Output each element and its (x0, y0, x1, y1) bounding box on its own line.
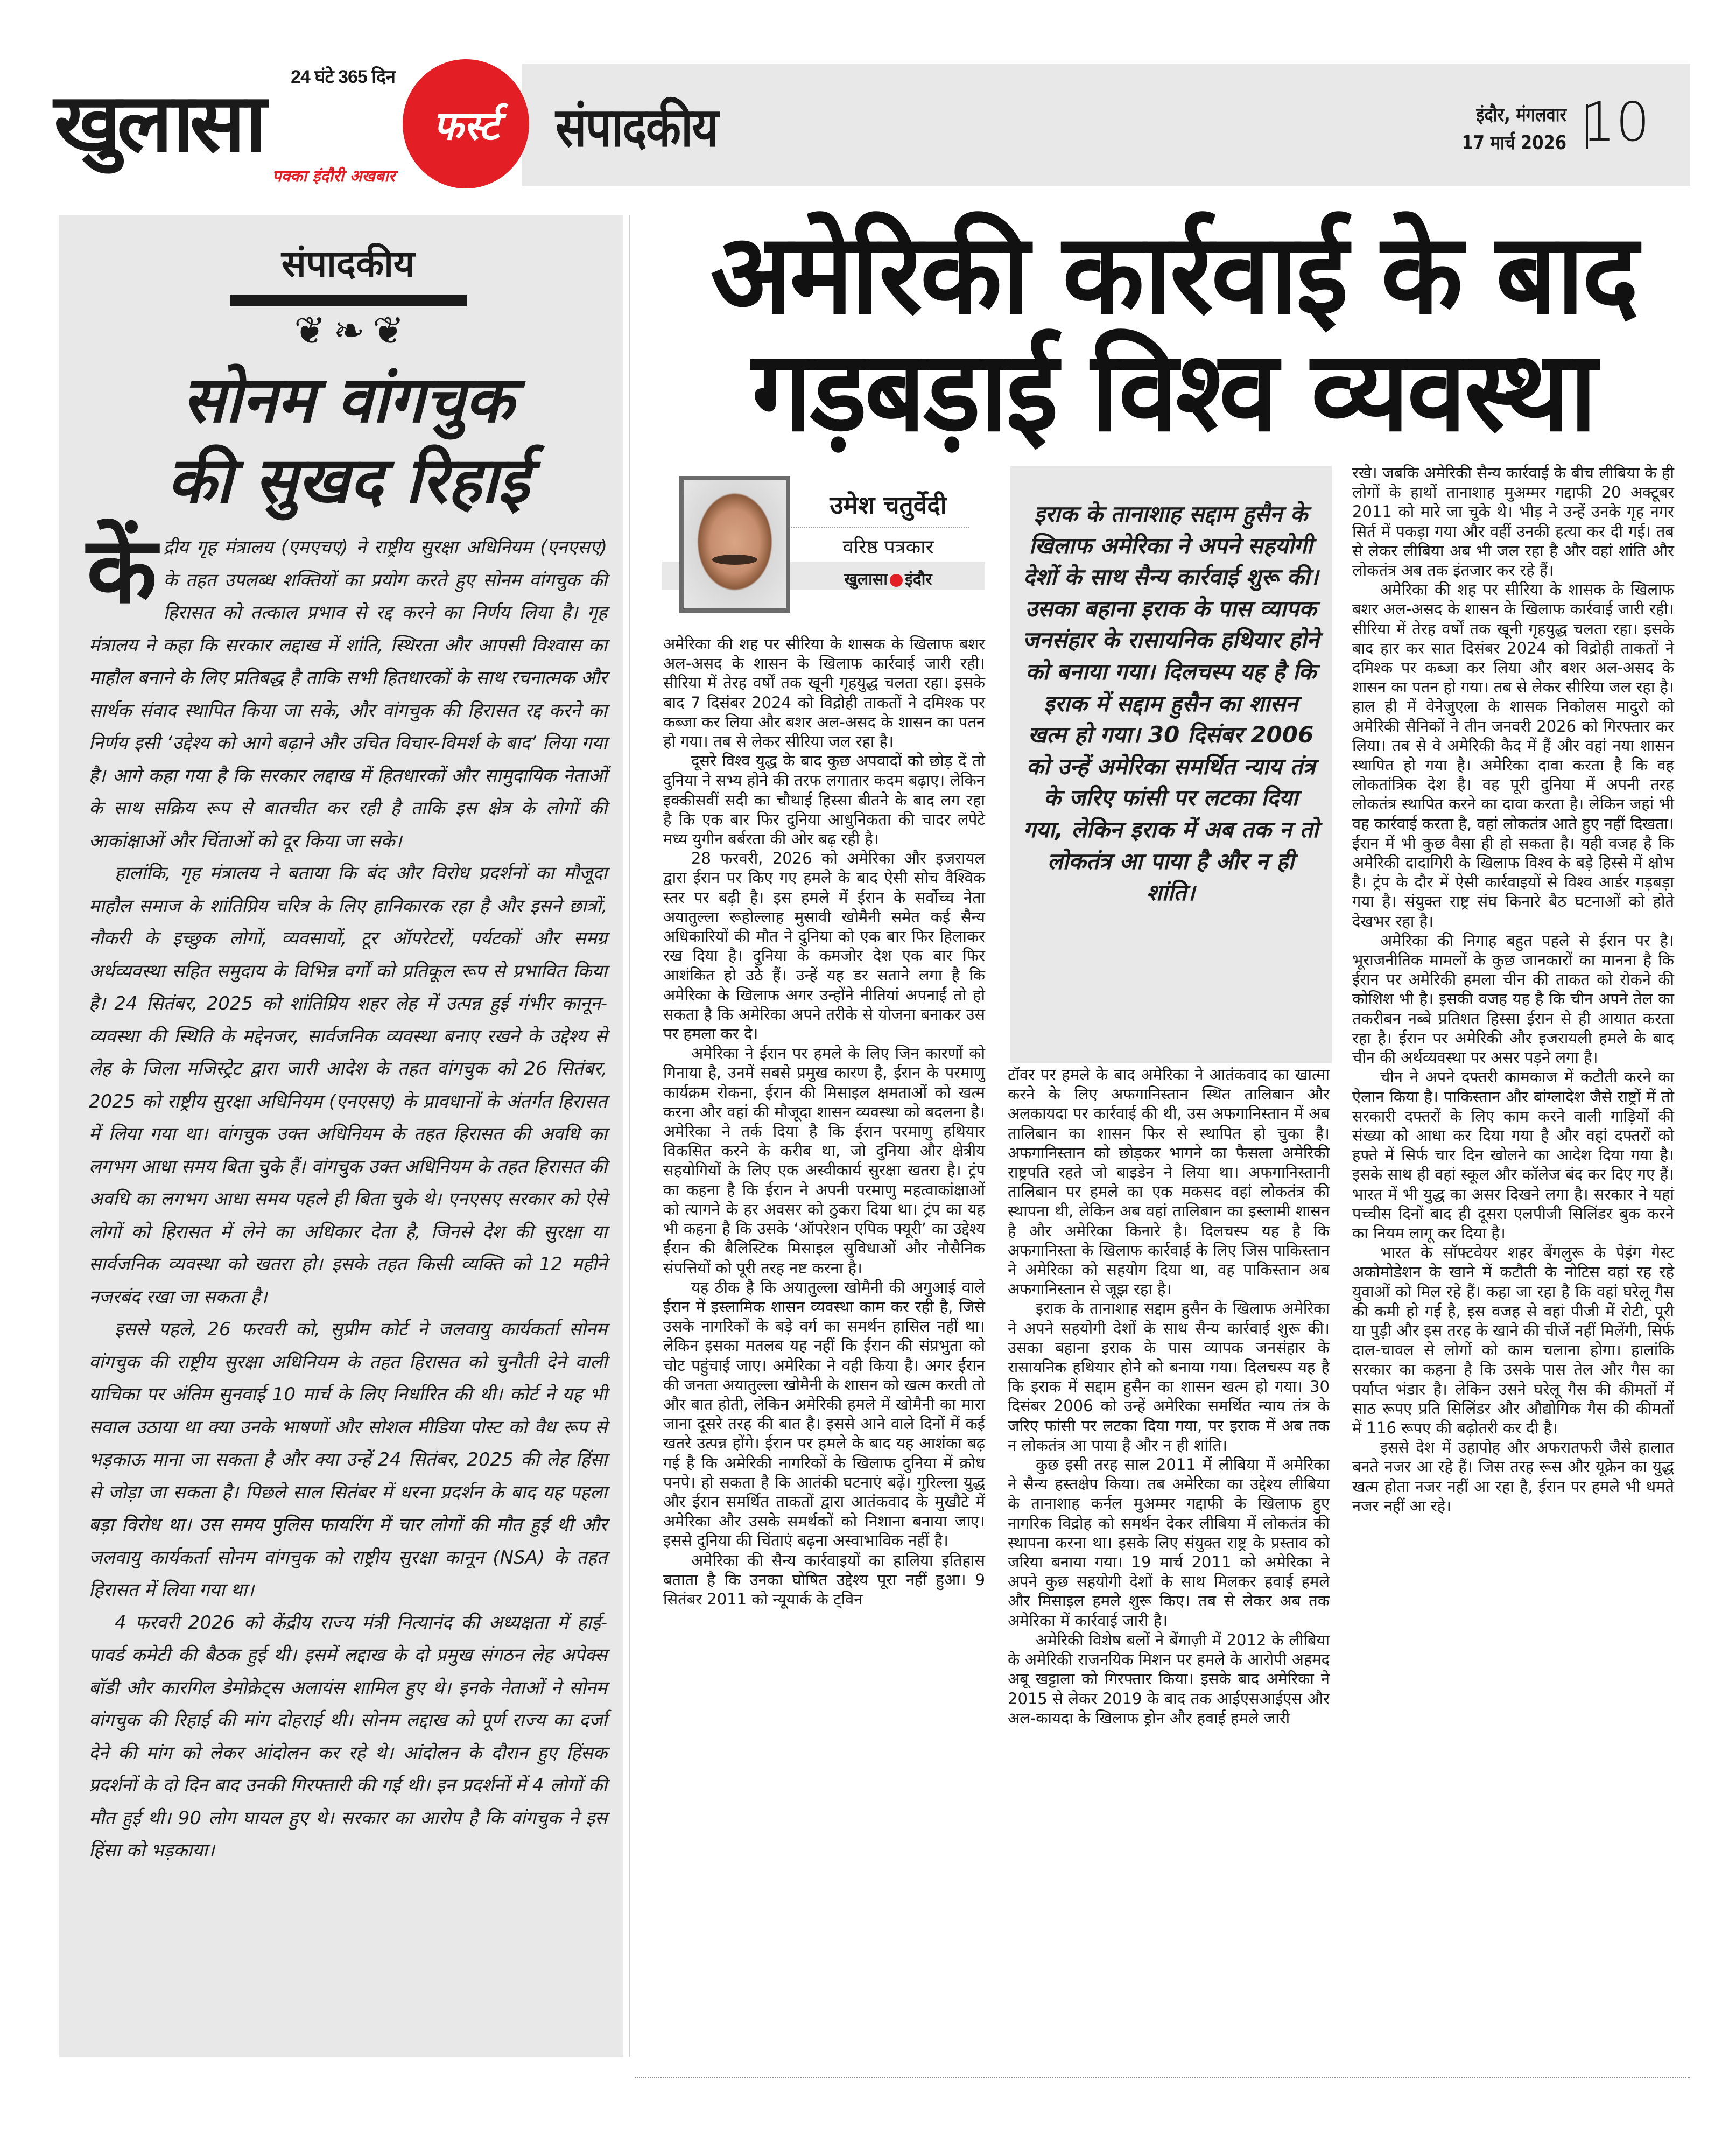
editorial-kicker: संपादकीय (281, 243, 415, 285)
editorial-paragraph: हालांकि, गृह मंत्रालय ने बताया कि बंद और विरोध प्रदर्शनों का मौजूदा माहौल समाज के शांतिप्रिय चरित्र के लिए हानिकारक रहा है और इसने छात्रों, नौकरी के इच्छुक लोगों, व्यवसायों, टूर ऑपरेटरों, पर्यटकों और समग्र अर्थव्यवस्था सहित समुदाय के विभिन्न वर्गों को प्रतिकूल रूप से प्रभावित किया है। 24 सितंबर, 2025 को शांतिप्रिय शहर लेह में उत्पन्न हुई गंभीर कानून-व्यवस्था की स्थिति के मद्देनजर, सार्वजनिक व्यवस्था बनाए रखने के उद्देश्य से लेह के जिला मजिस्ट्रेट द्वारा जारी आदेश के तहत वांगचुक को 26 सितंबर, 2025 को राष्ट्रीय सुरक्षा अधिनियम (एनएसए) के प्रावधानों के अंतर्गत हिरासत में लिया गया था। वांगचुक उक्त अधिनियम के तहत हिरासत की अवधि का लगभग आधा समय बिता चुके हैं। वांगचुक उक्त अधिनियम के तहत हिरासत की अवधि का लगभग आधा समय पहले ही बिता चुके थे। एनएसए सरकार को ऐसे लोगों को हिरासत में लेने का अधिकार देता है, जिनसे देश की सुरक्षा या सार्वजनिक व्यवस्था को खतरा हो। इसके तहत किसी व्यक्ति को 12 महीने नजरबंद रखा जा सकता है। (89, 863, 607, 1308)
city-day: इंदौर, मंगलवार (1476, 104, 1566, 126)
article-paragraph: अमेरिका की सैन्य कार्रवाइयों का हालिया इतिहास बताता है कि उनका घोषित उद्देश्य पूरा नहीं हुआ। 9 सितंबर 2011 को न्यूयार्क के ट्विन (663, 1551, 985, 1608)
article-paragraph: इससे देश में उहापोह और अफरातफरी जैसे हालात बनते नजर आ रहे हैं। जिस तरह रूस और यूक्रेन का युद्ध खत्म होता नजर नहीं आ रहा है, ईरान पर हमले भी थमते नजर नहीं आ रहे। (1352, 1438, 1674, 1515)
article-paragraph: कुछ इसी तरह साल 2011 में लीबिया में अमेरिका ने सैन्य हस्तक्षेप किया। तब अमेरिका का उद्देश्य लीबिया के तानाशाह कर्नल मुअम्मर गद्दाफी के खिलाफ हुए नागरिक विद्रोह को समर्थन देकर लीबिया में लोकतंत्र की स्थापना करना था। इसके लिए संयुक्त राष्ट्र के प्रस्ताव को जरिया बनाया गया। 19 मार्च 2011 को अमेरिका ने अपने कुछ सहयोगी देशों के साथ मिलकर हवाई हमले और मिसाइल हमले शुरू किए। तब से लेकर अब तक अमेरिका में कार्रवाई जारी है। (1008, 1455, 1330, 1630)
article-paragraph: इराक के तानाशाह सद्दाम हुसैन के खिलाफ अमेरिका ने अपने सहयोगी देशों के साथ सैन्य कार्रवाई शुरू की। उसका बहाना इराक के पास व्यापक जनसंहार के रासायनिक हथियार होने को बनाया गया। दिलचस्प यह है कि इराक में सद्दाम हुसैन का शासन खत्म हो गया। 30 दिसंबर 2006 को उन्हें अमेरिका समर्थित न्याय तंत्र के जरिए फांसी पर लटका दिया गया, पर इराक में अब तक न लोकतंत्र आ पाया है और न ही शांति। (1008, 1299, 1330, 1454)
kicker-rule (230, 295, 467, 306)
editorial-column (59, 215, 623, 2057)
article-paragraph: अमेरिका ने ईरान पर हमले के लिए जिन कारणों को गिनाया है, उनमें सबसे प्रमुख कारण है, ईरान के परमाणु कार्यक्रम रोकना, ईरान की मिसाइल क्षमताओं को खत्म करना और वहां की मौजूदा शासन व्यवस्था को बदलना है। अमेरिका ने तर्क दिया है कि ईरान परमाणु हथियार विकसित करने के करीब था, जो दुनिया और क्षेत्रीय सहयोगियों के लिए एक अस्वीकार्य सुरक्षा खतरा है। ट्रंप का कहना है कि ईरान ने अपनी परमाणु महत्वाकांक्षाओं को त्यागने के हर अवसर को ठुकरा दिया था। ट्रंप का यह भी कहना है कि उसके ‘ऑपरेशन एपिक फ्यूरी’ का उद्देश्य ईरान की बैलिस्टिक मिसाइल सुविधाओं और नौसैनिक संपत्तियों को पूरी तरह नष्ट करना है। (663, 1044, 985, 1277)
article-paragraph: दूसरे विश्व युद्ध के बाद कुछ अपवादों को छोड़ दें तो दुनिया ने सभ्य होने की तरफ लगातार कदम बढ़ाए। लेकिन इक्कीसवीं सदी का चौथाई हिस्सा बीतने के बाद लग रहा है कि एक बार फिर दुनिया आधुनिकता की चादर लपेटे मध्य युगीन बर्बरता की ओर बढ़ रही है। (663, 752, 985, 849)
logo-tagline: 24 घंटे 365 दिन (291, 67, 395, 87)
author-role: वरिष्ठ पत्रकार (842, 536, 934, 558)
brand-name: खुलासा (844, 570, 888, 589)
headline-line2: गड़बड़ाई विश्व व्यवस्था (751, 327, 1596, 456)
article-paragraph: 28 फरवरी, 2026 को अमेरिका और इजरायल द्वारा ईरान पर किए गए हमले के बाद ऐसी सोच वैश्विक स्तर पर बढ़ी है। इस हमले में ईरान के सर्वोच्च नेता अयातुल्ला रूहोल्लाह मुसावी खोमैनी समेत कई सैन्य अधिकारियों की मौत ने दुनिया को एक बार फिर हिलाकर रख दिया है। दुनिया के कमजोर देश एक बार फिर आशंकित हो उठे हैं। उन्हें यह डर सताने लगा है कि अमेरिका के खिलाफ अगर उन्होंने नीतियां अपनाईं तो हो सकता है कि अमेरिका अपने तरीके से योजना बनाकर उस पर हमला कर दे। (663, 849, 985, 1043)
author-dotted-rule (791, 527, 969, 528)
portrait-image (684, 480, 786, 608)
author-brand (797, 567, 980, 590)
issue-date: 17 मार्च 2026 (1461, 132, 1566, 154)
logo-subtitle: पक्का इंदौरी अखबार (272, 167, 395, 186)
editorial-title (89, 359, 607, 521)
ornament-flourish-icon: ❦ ❧ ❦ (294, 309, 402, 353)
bottom-dotted-rule (635, 2077, 1690, 2078)
article-paragraph: अमेरिका की निगाह बहुत पहले से ईरान पर है। भूराजनीतिक मामलों के कुछ जानकारों का मानना है कि ईरान पर अमेरिकी हमला चीन की ताकत को रोकने की कोशिश भी है। इसकी वजह यह है कि चीन अपने तेल का तकरीबन नब्बे प्रतिशत हिस्सा ईरान से ही आयात करता रहा है। ईरान पर अमेरिकी और इजरायली हमले के बाद चीन की अर्थव्यवस्था पर असर पड़ने लगा है। (1352, 931, 1674, 1067)
author-byline (662, 466, 985, 622)
article-paragraph: अमेरिका की शह पर सीरिया के शासक के खिलाफ बशर अल-असद के शासन के खिलाफ कार्रवाई जारी रही। सीरिया में तेरह वर्षों तक खूनी गृहयुद्ध चलता रहा। इसके बाद हार कर सात दिसंबर 2024 को विद्रोही ताकतों ने दमिश्क पर कब्जा कर लिया और बशर अल-असद के शासन का पतन हो गया। तब से लेकर सीरिया जल रहा है। हाल ही में वेनेजुएला के शासक निकोलस मादुरो को अमेरिकी सैनिकों ने तीन जनवरी 2026 को गिरफ्तार कर लिया। तब से वे अमेरिकी कैद में हैं और वहां नया शासन स्थापित हो गया है। अमेरिका दावा करता है कि वह लोकतांत्रिक देश है। वह पूरी दुनिया में अपनी तरह लोकतंत्र स्थापित करने का दावा करता है। लेकिन जहां भी वह कार्रवाई करता है, वहां लोकतंत्र आते हुए नहीं दिखता। ईरान में भी कुछ वैसा ही हो सकता है। यही वजह है कि अमेरिकी दादागिरी के खिलाफ विश्व के बड़े हिस्से में क्षोभ है। ट्रंप के दौर में ऐसी कार्रवाइयों से विश्व आर्डर गड़बड़ा गया है। संयुक्त राष्ट्र संघ किनारे बैठ घटनाओं को होते देखभर रहा है। (1352, 580, 1674, 930)
article-headline[interactable] (635, 209, 1712, 463)
article-paragraph: अमेरिकी विशेष बलों ने बेंगाज़ी में 2012 के लीबिया के अमेरिकी राजनयिक मिशन पर हमले के आरोपी अहमद अबू खट्टाला को गिरफ्तार किया। इसके बाद अमेरिका ने 2015 से लेकर 2019 के बाद तक आईएसआईएस और अल-कायदा के खिलाफ ड्रोन और हवाई हमले जारी (1008, 1630, 1330, 1727)
article-paragraph: रखे। जबकि अमेरिकी सैन्य कार्रवाई के बीच लीबिया के ही लोगों के हाथों तानाशाह मुअम्मर गद्दाफी 20 अक्टूबर 2011 को मारे जा चुके थे। भीड़ ने उन्हें उनके गृह नगर सिर्त में पकड़ा गया और वहीं उनकी हत्या कर दी गई। तब से लेकर लीबिया अब भी जल रहा है और वहां शांति और लोकतंत्र अब तक इंतजार कर रहे हैं। (1352, 464, 1674, 580)
dateline (1461, 101, 1566, 157)
author-photo (679, 476, 790, 613)
article-paragraph: भारत के सॉफ्टवेयर शहर बेंगलुरू के पेइंग गेस्ट अकोमोडेशन के खाने में कटौती के नोटिस वहां रह रहे युवाओं को मिल रहे हैं। कहा जा रहा है कि वहां घरेलू गैस की कमी हो गई है, इस वजह से वहां पीजी में रोटी, पूरी या पुड़ी और इस तरह के खाने की चीजें नहीं मिलेंगी, सिर्फ दाल-चावल से लोगों को काम चलाना होगा। हालांकि सरकार का कहना है कि उसके पास तेल और गैस का पर्याप्त भंडार है। लेकिन उसने घरेलू गैस की कीमतों में साठ रूपए प्रति सिलिंडर और औद्योगिक गैस की कीमतों में 116 रूपए की बढ़ोतरी कर दी है। (1352, 1243, 1674, 1437)
logo-badge-circle (403, 59, 529, 188)
brand-badge-icon (890, 574, 903, 587)
editorial-body (87, 517, 607, 1867)
newspaper-logo[interactable] (54, 59, 398, 188)
editorial-paragraph: केंद्रीय गृह मंत्रालय (एमएचए) ने राष्ट्रीय सुरक्षा अधिनियम (एनएसए) के तहत उपलब्ध शक्तियों का प्रयोग करते हुए सोनम वांगचुक की हिरासत को तत्काल प्रभाव से रद्द करने का निर्णय लिया है। गृह मंत्रालय ने कहा कि सरकार लद्दाख में शांति, स्थिरता और आपसी विश्वास का माहौल बनाने के लिए प्रतिबद्ध है ताकि सभी हितधारकों के साथ रचनात्मक और सार्थक संवाद स्थापित किया जा सके, और वांगचुक की हिरासत रद्द करने का निर्णय इसी ‘उद्देश्य को आगे बढ़ाने और उचित विचार-विमर्श के बाद’ लिया गया है। आगे कहा गया है कि सरकार लद्दाख में हितधारकों और सामुदायिक नेताओं के साथ सक्रिय रूप से बातचीत कर रही है ताकि इस क्षेत्र के लोगों की आकांक्षाओं और चिंताओं को दूर किया जा सके। (87, 517, 607, 852)
column-divider (629, 215, 630, 2057)
article-paragraph: टॉवर पर हमले के बाद अमेरिका ने आतंकवाद का खात्मा करने के लिए अफगानिस्तान स्थित तालिबान और अलकायदा पर कार्रवाई की थी, उस अफगानिस्तान में अब तालिबान का शासन फिर से स्थापित हो चुका है। अफगानिस्तान को छोड़कर भागने का फैसला अमेरिकी राष्ट्रपति रहते जो बाइडेन ने लिया था। अफगानिस्तानी तालिबान पर हमले का एक मकसद वहां लोकतंत्र की स्थापना थी, लेकिन अब वहां तालिबान का इस्लामी शासन है और अमेरिका किनारे है। दिलचस्प यह है कि अफगानिस्ता के खिलाफ कार्रवाई के लिए जिस पाकिस्तान ने अमेरिका को सहयोग दिया था, वह पाकिस्तान अब अफगानिस्तान से जूझ रहा है। (1008, 1066, 1330, 1299)
logo-wordmark: खुलासा (54, 76, 263, 170)
article-column-3 (1352, 463, 1674, 1516)
editorial-paragraph: 4 फरवरी 2026 को केंद्रीय राज्य मंत्री नित्यानंद की अध्यक्षता में हाई-पावर्ड कमेटी की बैठक हुई थी। इसमें लद्दाख के दो प्रमुख संगठन लेह अपेक्स बॉडी और कारगिल डेमोक्रेट्स अलायंस शामिल हुए थे। इनके नेताओं ने सोनम वांगचुक की रिहाई की मांग दोहराई थी। सोनम लद्दाख को पूर्ण राज्य का दर्जा देने की मांग को लेकर आंदोलन कर रहे थे। आंदोलन के दौरान हुए हिंसक प्रदर्शनों के दो दिन बाद उनकी गिरफ्तारी की गई थी। इन प्रदर्शनों में 4 लोगों की मौत हुई थी। 90 लोग घायल हुए थे। सरकार का आरोप है कि वांगचुक ने इस हिंसा को भड़काया। (89, 1611, 607, 1861)
section-title: संपादकीय (556, 96, 718, 159)
editorial-title-line2: की सुखद रिहाई (167, 443, 529, 517)
headline-line1: अमेरिकी कार्रवाई के बाद (710, 209, 1637, 339)
brand-city: इंदौर (905, 570, 932, 589)
article-paragraph: चीन ने अपने दफ्तरी कामकाज में कटौती करने का ऐलान किया है। पाकिस्तान और बांग्लादेश जैसे राष्ट्रों में तो सरकारी दफ्तरों के लिए काम करने वाली गाड़ियों की संख्या को आधा कर दिया गया है और वहां दफ्तरों को हफ्ते में सिर्फ चार दिन खोलने का आदेश दिया गया है। इसके साथ ही वहां स्कूल और कॉलेज बंद कर दिए गए हैं। भारत में भी युद्ध का असर दिखने लगा है। सरकार ने यहां पच्चीस दिनों बाद ही दूसरा एलपीजी सिलिंडर बुक करने का नियम लागू कर दिया है। (1352, 1068, 1674, 1242)
drop-cap: कें (87, 517, 157, 624)
article-paragraph: यह ठीक है कि अयातुल्ला खोमैनी की अगुआई वाले ईरान में इस्लामिक शासन व्यवस्था काम कर रही है, जिसे उसके नागरिकों के बड़े वर्ग का समर्थन हासिल नहीं था। लेकिन इसका मतलब यह नहीं कि ईरान की संप्रभुता को चोट पहुंचाई जाए। अमेरिका ने वही किया है। अगर ईरान की जनता अयातुल्ला खोमैनी के शासन को खत्म करती तो और बात होती, लेकिन अमेरिकी हमले में खोमैनी का मारा जाना दूसरे तरह की बात है। इससे आने वाले दिनों में कई खतरे उत्पन्न होंगे। ईरान पर हमले के बाद यह आशंका बढ़ गई है कि अमेरिकी नागरिकों के खिलाफ दुनिया में क्रोध पनपे। हो सकता है कि आतंकी घटनाएं बढ़ें। गुरिल्ला युद्ध और ईरान समर्थित ताकतों द्वारा आतंकवाद के मुखौटे में अमेरिका और उसके समर्थकों को निशाना बनाया जाए। इससे दुनिया की चिंताएं बढ़ना अस्वाभाविक नहीं है। (663, 1278, 985, 1550)
logo-badge-text: फर्स्ट (432, 102, 500, 149)
pull-quote: इराक के तानाशाह सद्दाम हुसैन के खिलाफ अमेरिका ने अपने सहयोगी देशों के साथ सैन्य कार्रवाई शुरू की। उसका बहाना इराक के पास व्यापक जनसंहार के रासायनिक हथियार होने को बनाया गया। दिलचस्प यह है कि इराक में सद्दाम हुसैन का शासन खत्म हो गया। 30 दिसंबर 2006 को उन्हें अमेरिका समर्थित न्याय तंत्र के जरिए फांसी पर लटका दिया गया, लेकिन इराक में अब तक न तो लोकतंत्र आ पाया है और न ही शांति। (1010, 466, 1332, 1063)
page-number: 10 (1581, 90, 1650, 153)
masthead (54, 59, 1690, 188)
author-name: उमेश चतुर्वेदी (830, 491, 947, 520)
editorial-title-line1: सोनम वांगचुक (182, 362, 514, 437)
article-column-2 (1008, 1065, 1330, 1728)
article-column-1 (663, 634, 985, 1609)
editorial-paragraph: इससे पहले, 26 फरवरी को, सुप्रीम कोर्ट ने जलवायु कार्यकर्ता सोनम वांगचुक की राष्ट्रीय सुरक्षा अधिनियम के तहत हिरासत को चुनौती देने वाली याचिका पर अंतिम सुनवाई 10 मार्च के लिए निर्धारित की थी। कोर्ट ने यह भी सवाल उठाया था क्या उनके भाषणों और सोशल मीडिया पोस्ट को वैध रूप से भड़काऊ माना जा सकता है और क्या उन्हें 24 सितंबर, 2025 की लेह हिंसा से जोड़ा जा सकता है। पिछले साल सितंबर में धरना प्रदर्शन के बाद यह पहला बड़ा विरोध था। उस समय पुलिस फायरिंग में चार लोगों की मौत हुई थी और जलवायु कार्यकर्ता सोनम वांगचुक को राष्ट्रीय सुरक्षा कानून (NSA) के तहत हिरासत में लिया गया था। (89, 1319, 607, 1601)
article-paragraph: अमेरिका की शह पर सीरिया के शासक के खिलाफ बशर अल-असद के शासन के खिलाफ कार्रवाई जारी रही। सीरिया में तेरह वर्षों तक खूनी गृहयुद्ध चलता रहा। इसके बाद 7 दिसंबर 2024 को विद्रोही ताकतों ने दमिश्क पर कब्जा कर लिया और बशर अल-असद के शासन का पतन हो गया। तब से लेकर सीरिया जल रहा है। (663, 635, 985, 751)
